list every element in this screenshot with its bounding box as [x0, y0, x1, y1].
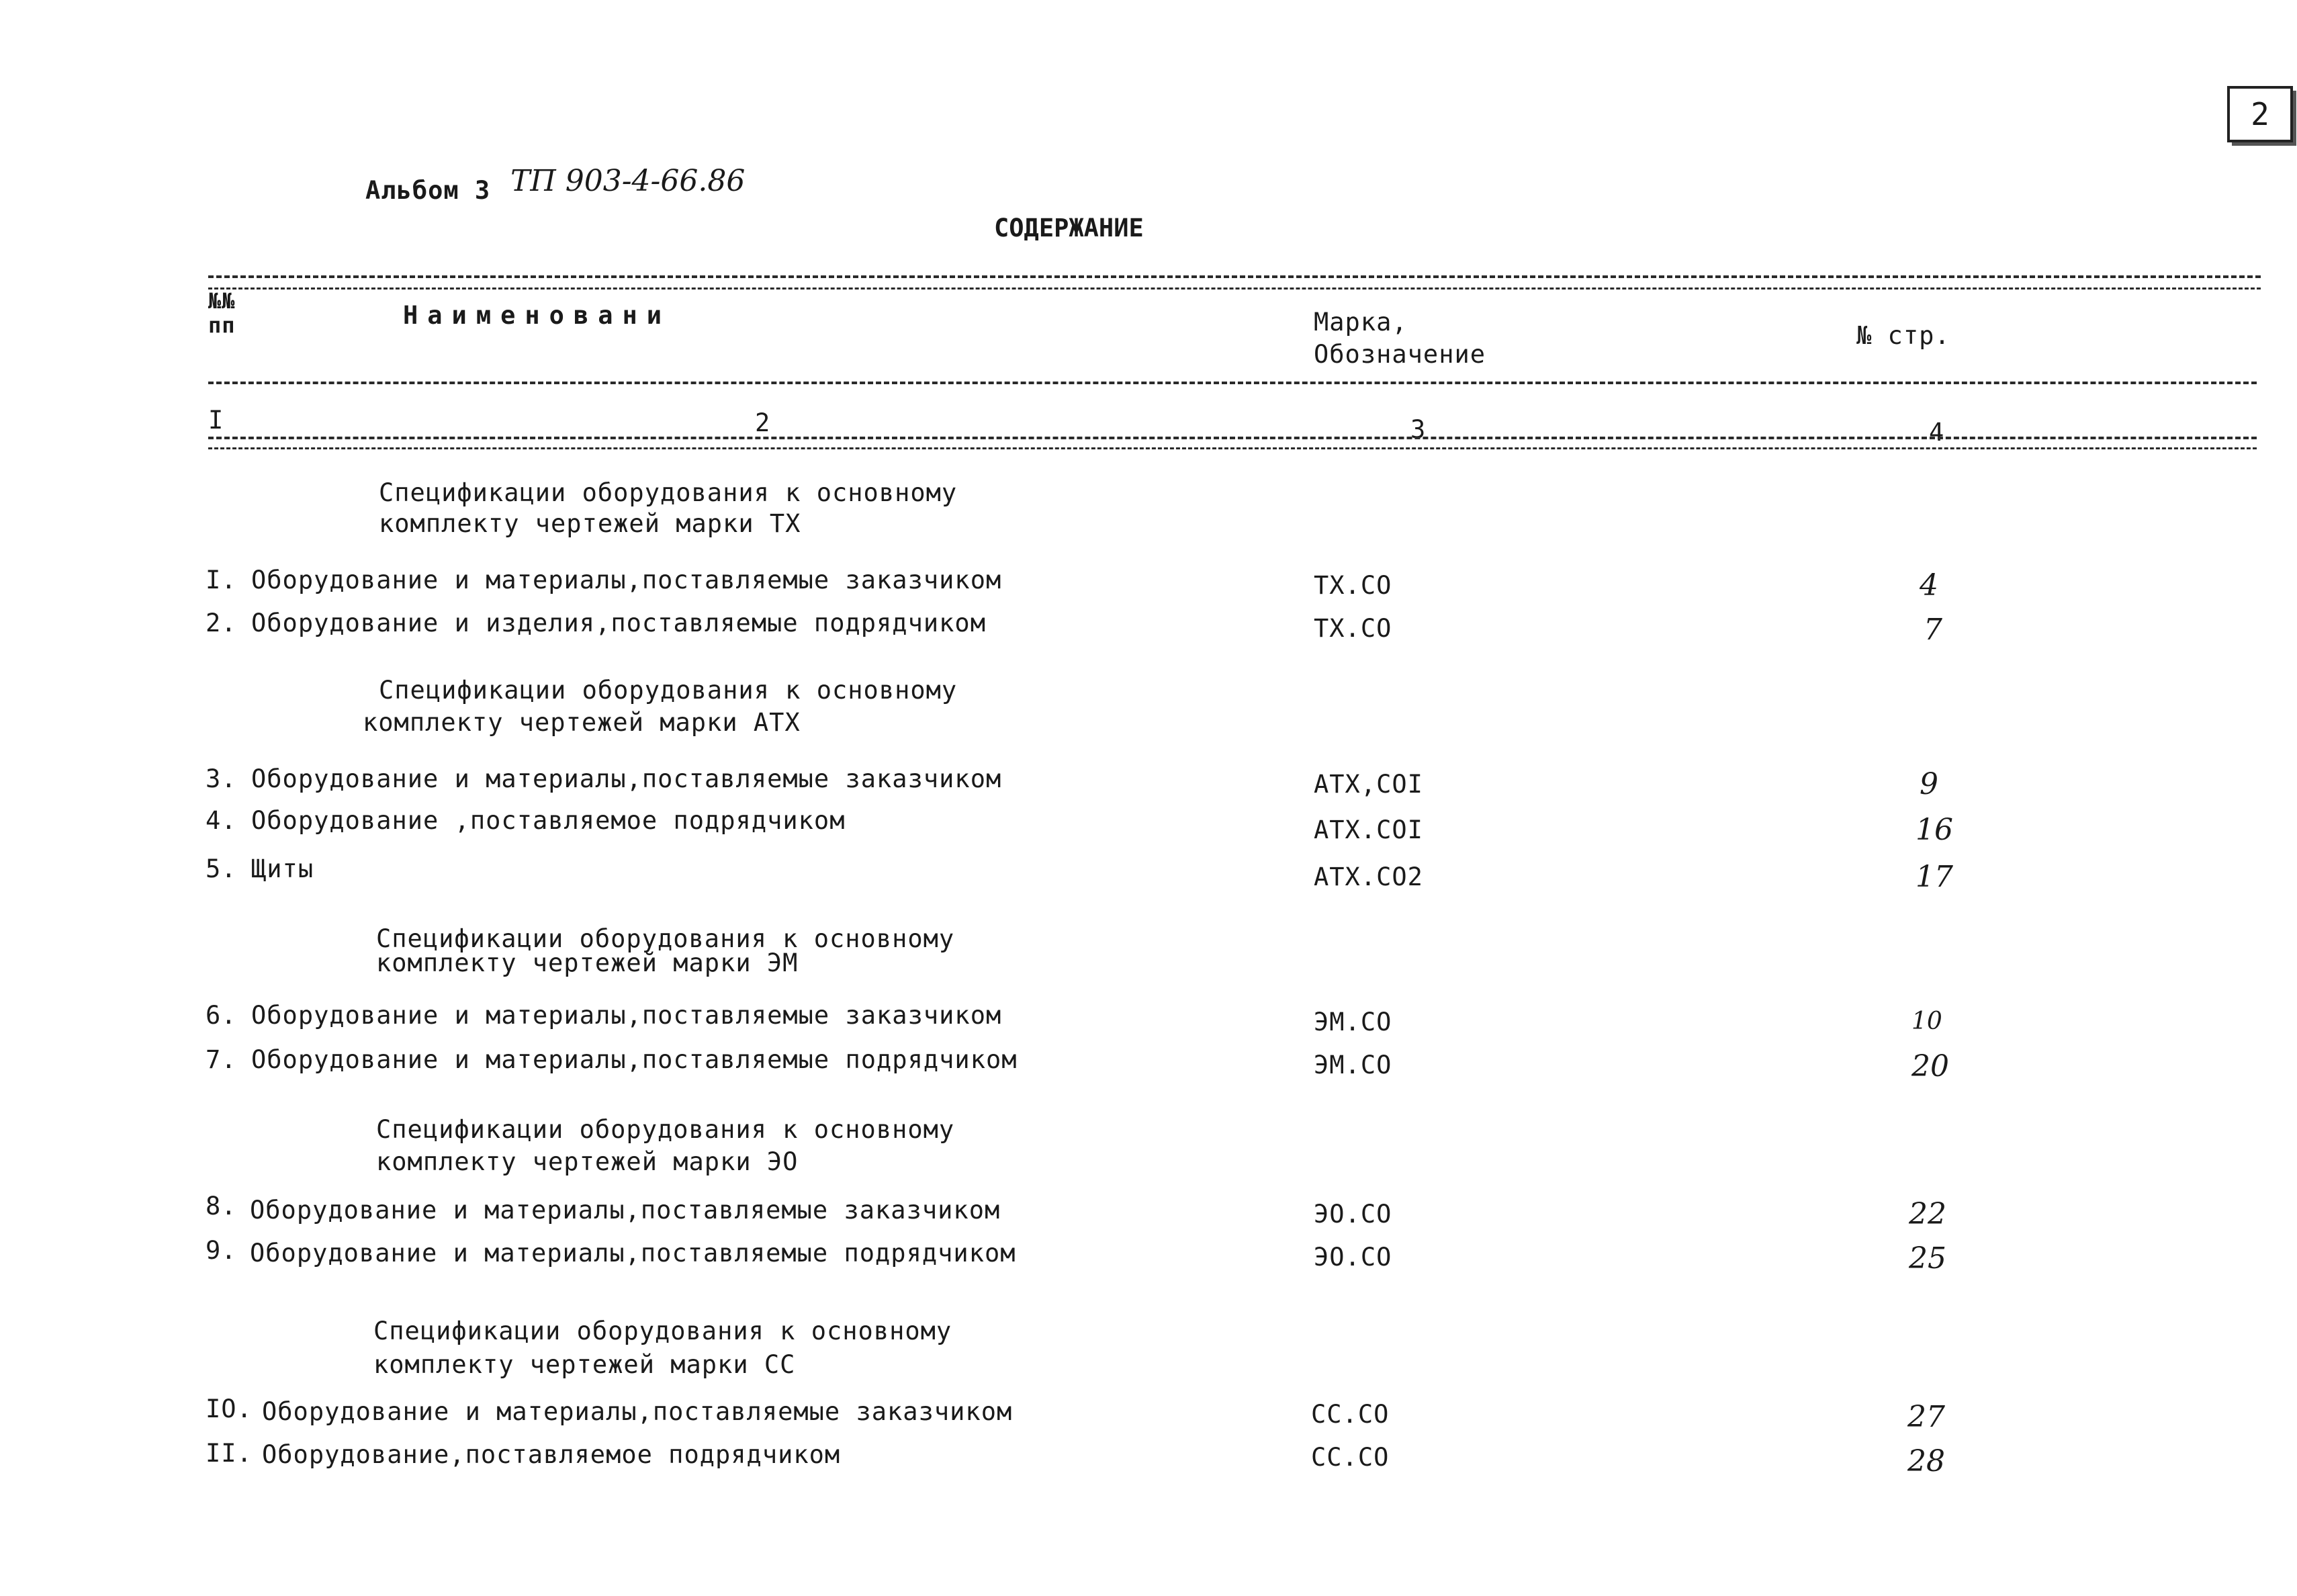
page-number-box	[2227, 86, 2293, 142]
row-number: 3.	[206, 764, 237, 793]
header-number-col: №№ пп	[208, 288, 236, 338]
row-name: Оборудование и материалы,поставляемые заказчиком	[251, 566, 1002, 594]
header-top-rule	[208, 275, 2261, 278]
row-page: 9	[1920, 767, 1938, 801]
row-name: Оборудование и материалы,поставляемые заказчиком	[250, 1196, 1001, 1225]
header-bottom-rule	[208, 382, 2257, 384]
row-page: 20	[1911, 1049, 1949, 1083]
header-mark-col: Марка,	[1314, 308, 1408, 337]
section-title: Спецификации оборудования к основному	[373, 1317, 952, 1345]
row-mark: АТХ.СО2	[1314, 862, 1423, 891]
row-page: 22	[1909, 1197, 1946, 1231]
album-code: ТП 903-4-66.86	[510, 164, 746, 198]
row-page: 17	[1916, 860, 1953, 894]
row-name: Оборудование и материалы,поставляемые подрядчиком	[251, 1045, 1018, 1074]
row-page: 7	[1924, 613, 1942, 647]
row-mark: ЭМ.СО	[1314, 1051, 1392, 1079]
row-name: Оборудование,поставляемое подрядчиком	[262, 1440, 841, 1469]
column-number-3: 3	[1410, 415, 1427, 444]
row-number: 9.	[206, 1236, 237, 1265]
row-name: Оборудование и материалы,поставляемые заказчиком	[251, 764, 1002, 793]
row-number: 7.	[206, 1045, 237, 1074]
header-top-rule-2	[208, 287, 2261, 290]
row-number: 2.	[206, 609, 237, 637]
section-subtitle: комплекту чертежей марки ЭМ	[376, 948, 799, 977]
row-mark: СС.СО	[1311, 1443, 1390, 1472]
section-subtitle: комплекту чертежей марки АТХ	[363, 708, 801, 737]
row-number: 5.	[206, 854, 237, 883]
row-number: II.	[206, 1439, 253, 1468]
row-number: I.	[206, 566, 237, 594]
section-subtitle: комплекту чертежей марки ЭО	[376, 1147, 799, 1176]
column-number-1: I	[208, 406, 224, 435]
row-mark: ЭМ.СО	[1314, 1008, 1392, 1036]
row-name: Щиты	[251, 854, 314, 883]
row-page: 25	[1909, 1241, 1946, 1276]
section-subtitle: комплекту чертежей марки СС	[373, 1350, 796, 1379]
row-mark: ЭО.СО	[1314, 1243, 1392, 1272]
document-title: СОДЕРЖАНИЕ	[994, 214, 1144, 242]
section-title: Спецификации оборудования к основному	[376, 1115, 955, 1144]
row-mark: ТХ.СО	[1314, 571, 1392, 600]
section-title: Спецификации оборудования к основному	[379, 478, 958, 507]
row-page: 4	[1920, 568, 1938, 603]
row-number: IO.	[206, 1394, 253, 1423]
row-mark: ТХ.СО	[1314, 614, 1392, 643]
row-page: 10	[1911, 1008, 1942, 1035]
header-page-col: № стр.	[1856, 321, 1950, 350]
row-number: 6.	[206, 1001, 237, 1030]
header-designation-col: Обозначение	[1314, 340, 1486, 369]
row-page: 28	[1907, 1444, 1945, 1478]
section-title: Спецификации оборудования к основному	[379, 676, 958, 705]
row-name: Оборудование ,поставляемое подрядчиком	[251, 806, 846, 835]
column-numbers-rule-2	[208, 447, 2257, 449]
row-mark: ЭО.СО	[1314, 1200, 1392, 1229]
row-number: 4.	[206, 806, 237, 835]
row-page: 16	[1916, 813, 1953, 847]
column-numbers-rule	[208, 437, 2257, 439]
row-name: Оборудование и материалы,поставляемые заказчиком	[251, 1001, 1002, 1030]
header-name-col: Наименовани	[403, 301, 672, 330]
row-name: Оборудование и материалы,поставляемые заказчиком	[262, 1397, 1013, 1426]
section-title: Спецификации оборудования к основному	[376, 924, 955, 953]
row-mark: АТХ.СОI	[1314, 815, 1423, 844]
column-number-4: 4	[1929, 418, 1945, 447]
album-label: Альбом 3	[365, 176, 491, 205]
page-number: 2	[2251, 96, 2269, 132]
row-mark: АТХ,СОI	[1314, 770, 1423, 799]
row-name: Оборудование и изделия,поставляемые подрядчиком	[251, 609, 986, 637]
row-page: 27	[1907, 1400, 1945, 1434]
column-number-2: 2	[755, 408, 771, 437]
section-subtitle: комплекту чертежей марки ТХ	[379, 509, 801, 538]
row-mark: СС.СО	[1311, 1400, 1390, 1429]
row-name: Оборудование и материалы,поставляемые подрядчиком	[250, 1239, 1016, 1268]
row-number: 8.	[206, 1192, 237, 1221]
